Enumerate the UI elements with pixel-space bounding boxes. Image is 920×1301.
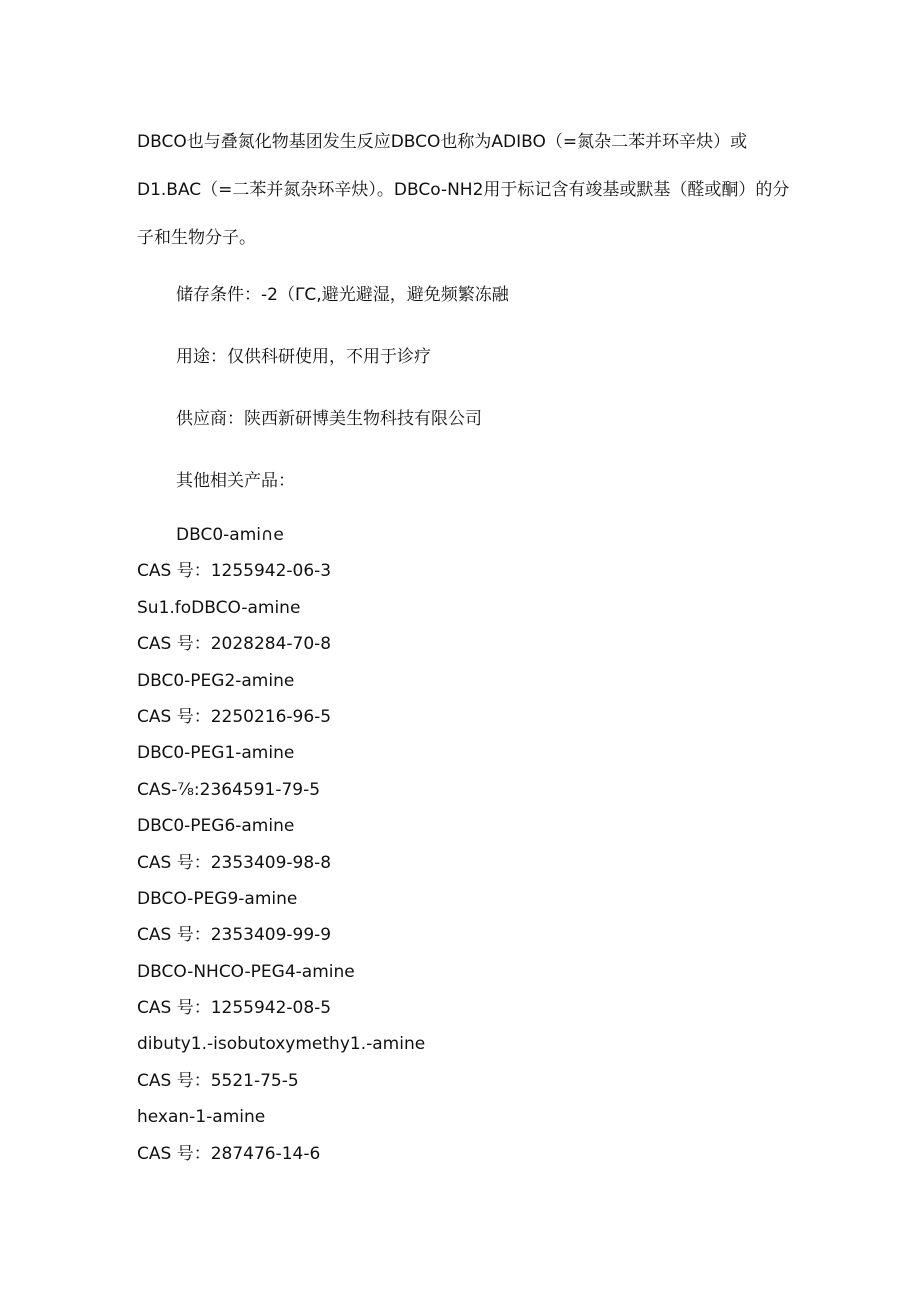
list-item: DBCO-NHCO-PEG4-amine [137, 961, 355, 982]
list-item: CAS 号：2028284-70-8 [137, 634, 332, 655]
related-products-list [137, 522, 837, 1177]
list-item: CAS-⅞:2364591-79-5 [137, 779, 321, 800]
list-item: CAS 号：2353409-99-9 [137, 925, 332, 946]
intro-paragraph [137, 118, 797, 262]
list-item: DBC0-PEG6-amine [137, 816, 295, 837]
supplier-name: 供应商：陕西新研博美生物科技有限公司 [176, 409, 482, 429]
list-item: DBCO-PEG9-amine [137, 888, 298, 909]
list-item: dibuty1.-isobutoxymethy1.-amine [137, 1034, 426, 1055]
list-item: CAS 号：2353409-98-8 [137, 852, 332, 873]
usage-note: 用途：仅供科研使用，不用于诊疗 [176, 347, 431, 367]
list-item: DBC0-ami∩e [176, 525, 284, 545]
list-item: CAS 号：1255942-06-3 [137, 561, 332, 582]
storage-conditions: 储存条件：-2（ΓC,避光避湿，避免频繁冻融 [176, 285, 509, 305]
list-item: Su1.foDBCO-amine [137, 597, 301, 618]
list-item: DBC0-PEG2-amine [137, 670, 295, 691]
list-item: CAS 号：5521-75-5 [137, 1070, 299, 1091]
list-item: CAS 号：1255942-08-5 [137, 998, 332, 1019]
list-item: hexan-1-amine [137, 1107, 266, 1128]
list-item: CAS 号：2250216-96-5 [137, 706, 332, 727]
intro-text: DBCO也与叠氮化物基团发生反应DBCO也称为ADIBO（=氮杂二苯并环辛炔）或D1.BAC（=二苯并氮杂环辛炔）。DBCo-NH2用于标记含有竣基或默基（醛或酮）的分子和生物分子。 [137, 132, 790, 248]
list-item: DBC0-PEG1-amine [137, 743, 295, 764]
list-item: CAS 号：287476-14-6 [137, 1143, 321, 1164]
related-products-heading: 其他相关产品： [176, 471, 295, 491]
